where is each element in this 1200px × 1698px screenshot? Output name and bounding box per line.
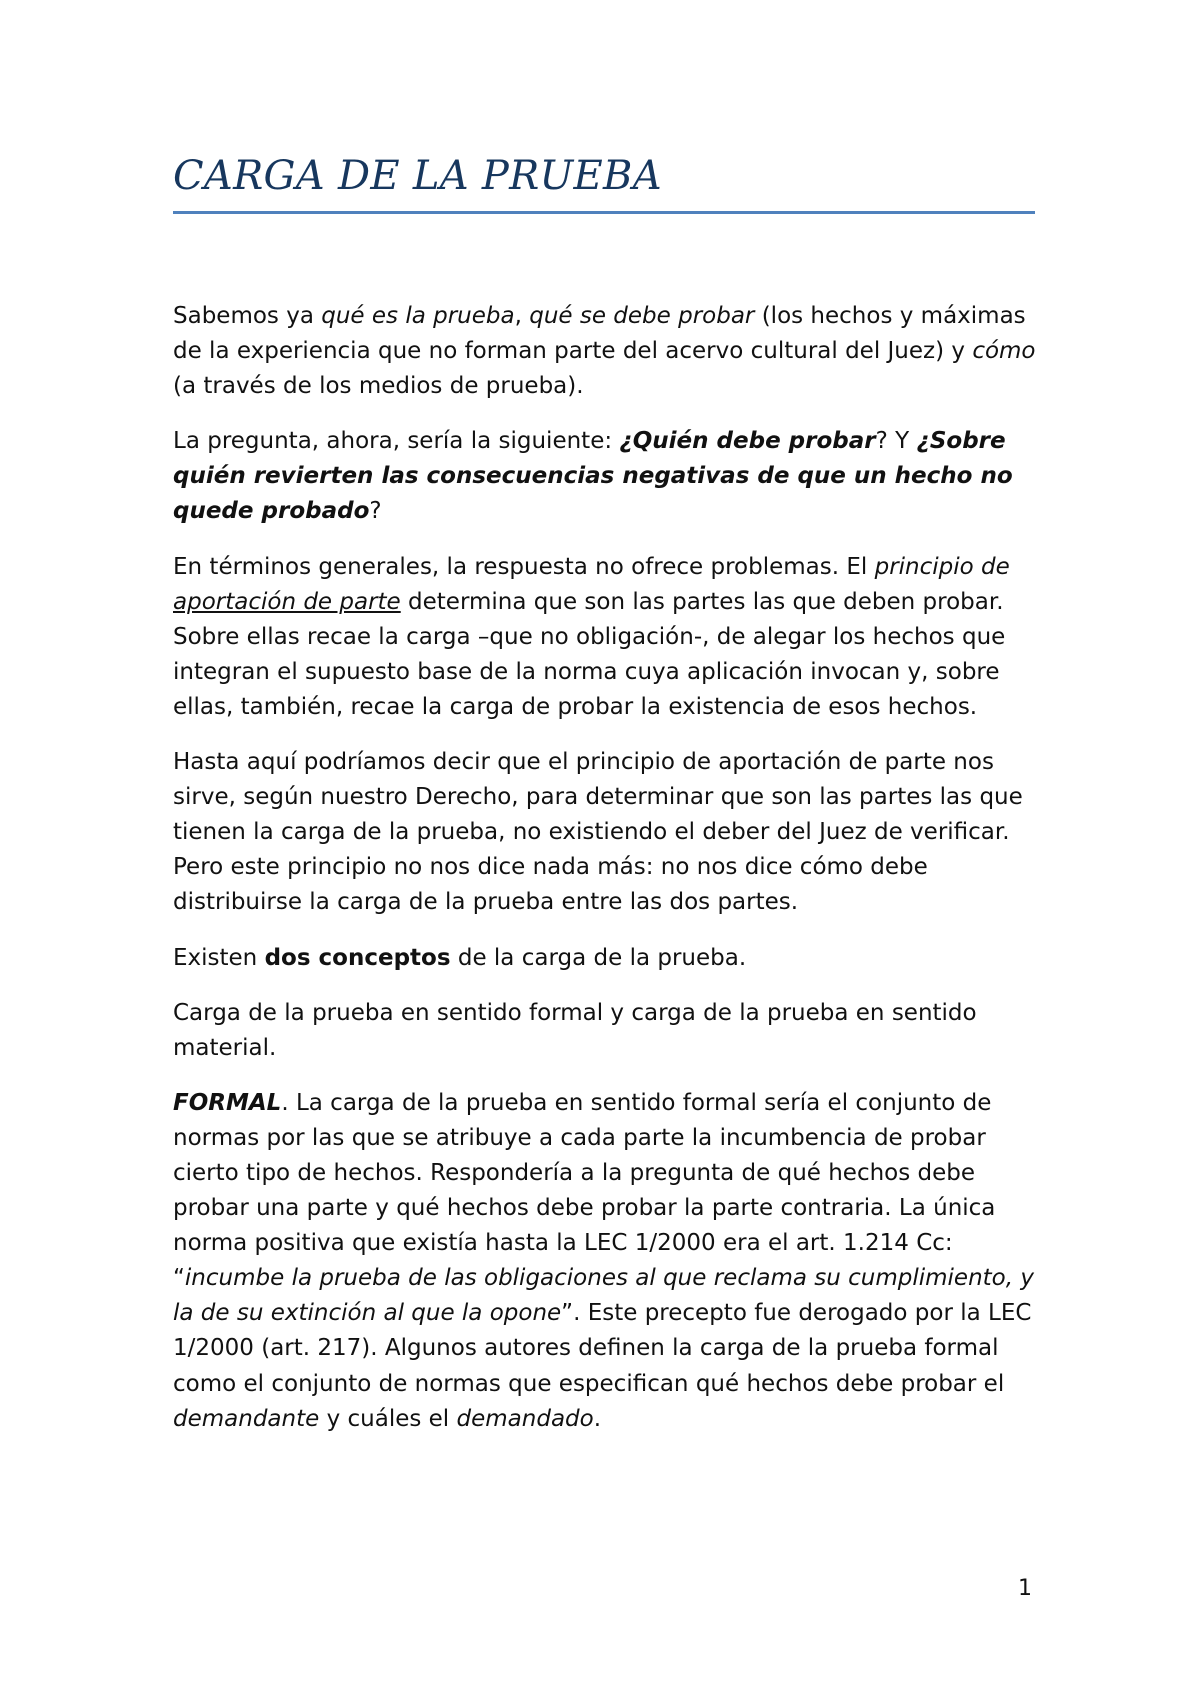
text-run: . xyxy=(593,1405,602,1432)
bold-italic-text: FORMAL xyxy=(173,1089,282,1116)
text-run: . La carga de la prueba en sentido formal sería el conjunto de normas por las que se atribuye a cada parte la incumbencia de probar cierto tipo de hechos. Respondería a la pregunta de qué hechos debe probar una parte y qué hechos debe probar la parte contraria. La única norma positiva que existía hasta la LEC 1/2000 era el art. 1.214 Cc: “ xyxy=(173,1089,996,1292)
text-run: Sabemos ya xyxy=(173,303,322,329)
bold-italic-text: ¿Sobre quién revierten las consecuencias negativas de que un hecho no quede probado xyxy=(173,428,1013,525)
text-run: Existen xyxy=(173,944,265,971)
paragraph-3 xyxy=(173,550,1045,725)
text-run: determina que son las partes las que deben probar. Sobre ellas recae la carga –que no obligación-, de alegar los hechos que integran el supuesto base de la norma cuya aplicación invocan y, sobre ellas, también, recae la carga de probar la existencia de esos hechos. xyxy=(173,588,1006,720)
page-number: 1 xyxy=(1018,1576,1032,1601)
document-title: CARGA DE LA PRUEBA xyxy=(173,153,662,199)
text-run: (a través de los medios de prueba). xyxy=(173,373,584,400)
paragraph-6: Carga de la prueba en sentido formal y carga de la prueba en sentido material. xyxy=(173,999,977,1061)
title-underline-rule xyxy=(173,211,1035,214)
paragraph-2 xyxy=(173,424,1045,529)
text-run: ? Y xyxy=(875,428,917,455)
italic-run: qué es la prueba xyxy=(321,303,515,329)
italic-run: cómo xyxy=(972,338,1036,365)
paragraph-4: Hasta aquí podríamos decir que el principio de aportación de parte nos sirve, según nuestro Derecho, para determinar que son las partes las que tienen la carga de la prueba, no existiendo el deber del Juez de verificar. Pero este principio no nos dice nada más: no nos dice cómo debe distribuirse la carga de la prueba entre las dos partes. xyxy=(173,749,1023,916)
text-run: y cuáles el xyxy=(319,1405,457,1432)
italic-run: principio de xyxy=(874,553,1010,580)
text-run: ”. Este precepto fue derogado por la LEC 1/2000 (art. 217). Algunos autores definen la carga de la prueba formal como el conjunto de normas que especifican qué hechos debe probar el xyxy=(173,1300,1032,1397)
bold-italic-run xyxy=(619,428,875,454)
text-run: (los hechos y máximas de la experiencia que no forman parte del acervo cultural del Juez) y xyxy=(173,303,1026,365)
italic-run: demandante xyxy=(173,1405,320,1432)
document-body xyxy=(173,299,1045,1457)
text-run: La pregunta, ahora, sería la siguiente: xyxy=(173,428,620,455)
paragraph-1 xyxy=(173,299,1045,404)
paragraph-5 xyxy=(173,941,1045,976)
italic-underlined-run: aportación de parte xyxy=(173,588,401,615)
text-run: , xyxy=(514,303,530,329)
text-run: de la carga de la prueba. xyxy=(450,944,747,971)
text-run: ? xyxy=(369,498,382,525)
italic-run: demandado xyxy=(456,1405,594,1432)
text-run: En términos generales, la respuesta no ofrece problemas. El xyxy=(173,553,875,580)
italic-run: incumbe la prueba de las obligaciones al que reclama su cumplimiento, y la de su extinción al que la opone xyxy=(173,1265,1034,1327)
italic-run: qué se debe probar xyxy=(529,303,755,329)
bold-italic-text: ¿Quién debe probar xyxy=(619,428,876,455)
bold-run: dos conceptos xyxy=(264,944,451,971)
paragraph-7 xyxy=(173,1086,1045,1437)
bold-italic-run xyxy=(173,1090,281,1116)
